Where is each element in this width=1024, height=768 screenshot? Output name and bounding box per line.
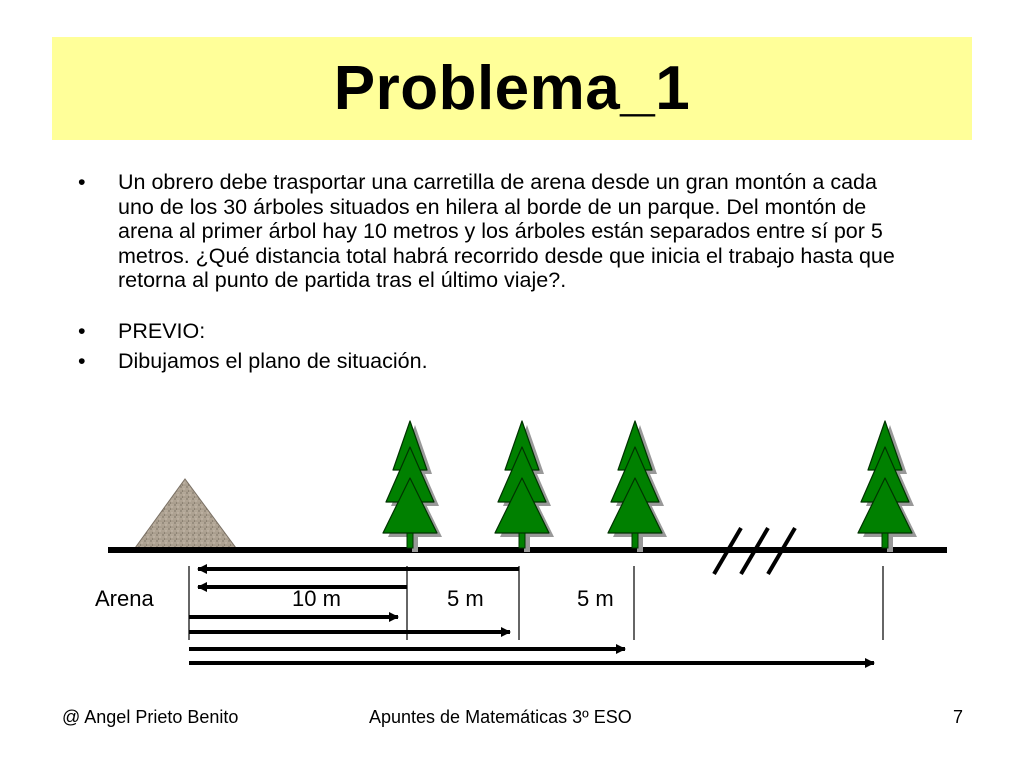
arena-label: Arena <box>95 586 154 611</box>
sand-pile-icon <box>135 479 236 548</box>
slide-title: Problema_1 <box>333 54 691 123</box>
tree-1-icon <box>383 421 442 552</box>
bullet-dot-icon: • <box>78 318 86 343</box>
tree-3-icon <box>608 421 667 552</box>
trees-group <box>383 421 917 552</box>
tree-last-icon <box>858 421 917 552</box>
break-marks-icon <box>714 528 795 574</box>
tree-2-icon <box>495 421 554 552</box>
distance-label-10m: 10 m <box>292 586 341 611</box>
bullet-dot-icon: • <box>78 170 86 194</box>
problem-statement: Un obrero debe trasportar una carretilla de arena desde un gran montón a cada uno de los 30 árboles situados en hilera al borde de un parque. Del montón de arena al primer árbol hay 10 metros y los árboles están separados entre sí por 5 metros. ¿Qué distancia total habrá recorrido desde que inicia el trabajo hasta que retorna al punto de partida tras el último viaje?. <box>118 170 895 292</box>
bullet-dot-icon: • <box>78 349 86 373</box>
instruction-text: Dibujamos el plano de situación. <box>118 349 428 373</box>
previo-label: PREVIO: <box>118 318 206 343</box>
page-number: 7 <box>953 707 964 727</box>
distance-label-5m-first: 5 m <box>447 586 484 611</box>
footer-author: @ Angel Prieto Benito <box>62 707 239 727</box>
footer-course: Apuntes de Matemáticas 3º ESO <box>369 707 632 727</box>
distance-label-5m-second: 5 m <box>577 586 614 611</box>
